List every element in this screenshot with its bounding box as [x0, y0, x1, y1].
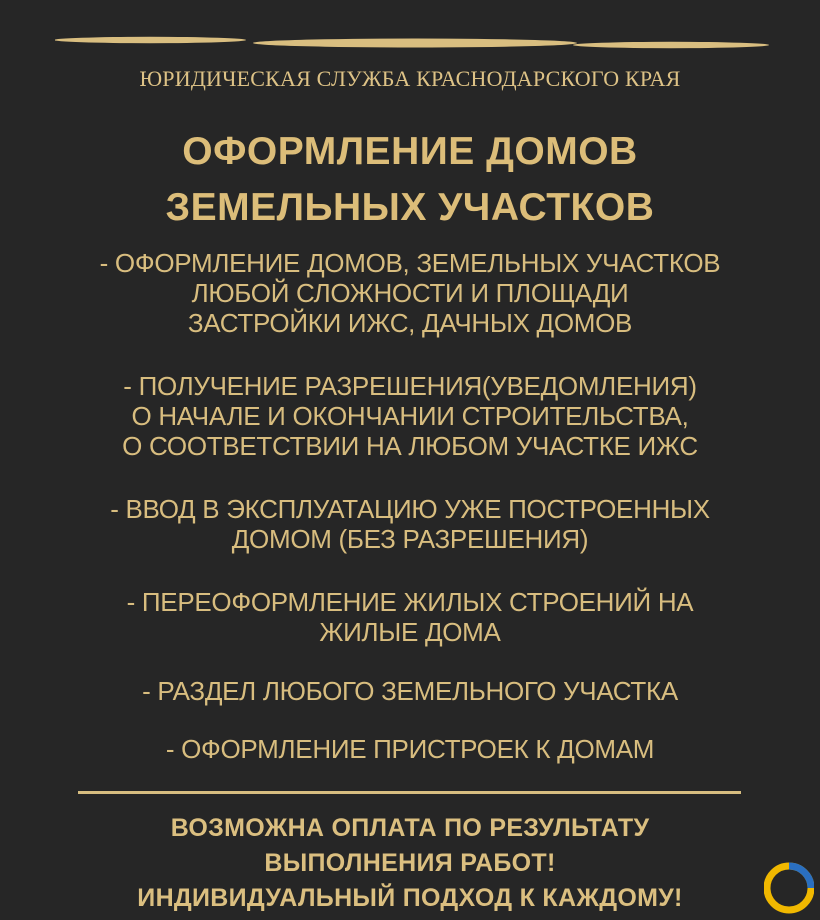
service-item [40, 494, 780, 554]
service-line: О НАЧАЛЕ И ОКОНЧАНИИ СТРОИТЕЛЬСТВА, [131, 401, 689, 431]
watermark-logo-icon [764, 862, 814, 914]
service-line: ЛЮБОЙ СЛОЖНОСТИ И ПЛОЩАДИ [191, 278, 629, 308]
service-item [40, 248, 780, 338]
service-item [40, 676, 780, 706]
service-item [40, 371, 780, 461]
service-line: О СООТВЕТСТВИИ НА ЛЮБОМ УЧАСТКЕ ИЖС [122, 431, 698, 461]
title-line-2: ЗЕМЕЛЬНЫХ УЧАСТКОВ [165, 186, 655, 229]
service-line: - ВВОД В ЭКСПЛУАТАЦИЮ УЖЕ ПОСТРОЕННЫХ [110, 494, 710, 524]
organization-name: ЮРИДИЧЕСКАЯ СЛУЖБА КРАСНОДАРСКОГО КРАЯ [139, 66, 681, 91]
service-line: - РАЗДЕЛ ЛЮБОГО ЗЕМЕЛЬНОГО УЧАСТКА [142, 676, 678, 706]
footer-line-3: ИНДИВИДУАЛЬНЫЙ ПОДХОД К КАЖДОМУ! [137, 884, 683, 912]
title-line-1: ОФОРМЛЕНИЕ ДОМОВ [182, 130, 638, 173]
service-line: ЗАСТРОЙКИ ИЖС, ДАЧНЫХ ДОМОВ [187, 308, 633, 338]
footer-line-2: ВЫПОЛНЕНИЯ РАБОТ! [264, 849, 556, 877]
footer-divider [78, 791, 741, 794]
ornament-stroke-middle [253, 39, 577, 48]
service-line: - ОФОРМЛЕНИЕ ПРИСТРОЕК К ДОМАМ [165, 734, 655, 764]
top-ornament-divider [55, 33, 770, 51]
ornament-stroke-left [55, 37, 246, 43]
footer-line-1: ВОЗМОЖНА ОПЛАТА ПО РЕЗУЛЬТАТУ [170, 814, 650, 842]
service-line: - ПЕРЕОФОРМЛЕНИЕ ЖИЛЫХ СТРОЕНИЙ НА [126, 587, 694, 617]
service-item [40, 587, 780, 647]
ornament-stroke-right [573, 42, 769, 48]
service-line: - ОФОРМЛЕНИЕ ДОМОВ, ЗЕМЕЛЬНЫХ УЧАСТКОВ [99, 248, 721, 278]
service-line: ДОМОМ (БЕЗ РАЗРЕШЕНИЯ) [231, 524, 589, 554]
logo-ring-accent [789, 866, 811, 888]
service-item [40, 734, 780, 764]
service-line: - ПОЛУЧЕНИЕ РАЗРЕШЕНИЯ(УВЕДОМЛЕНИЯ) [123, 371, 697, 401]
service-line: ЖИЛЫЕ ДОМА [319, 617, 501, 647]
footer-note [40, 811, 780, 916]
